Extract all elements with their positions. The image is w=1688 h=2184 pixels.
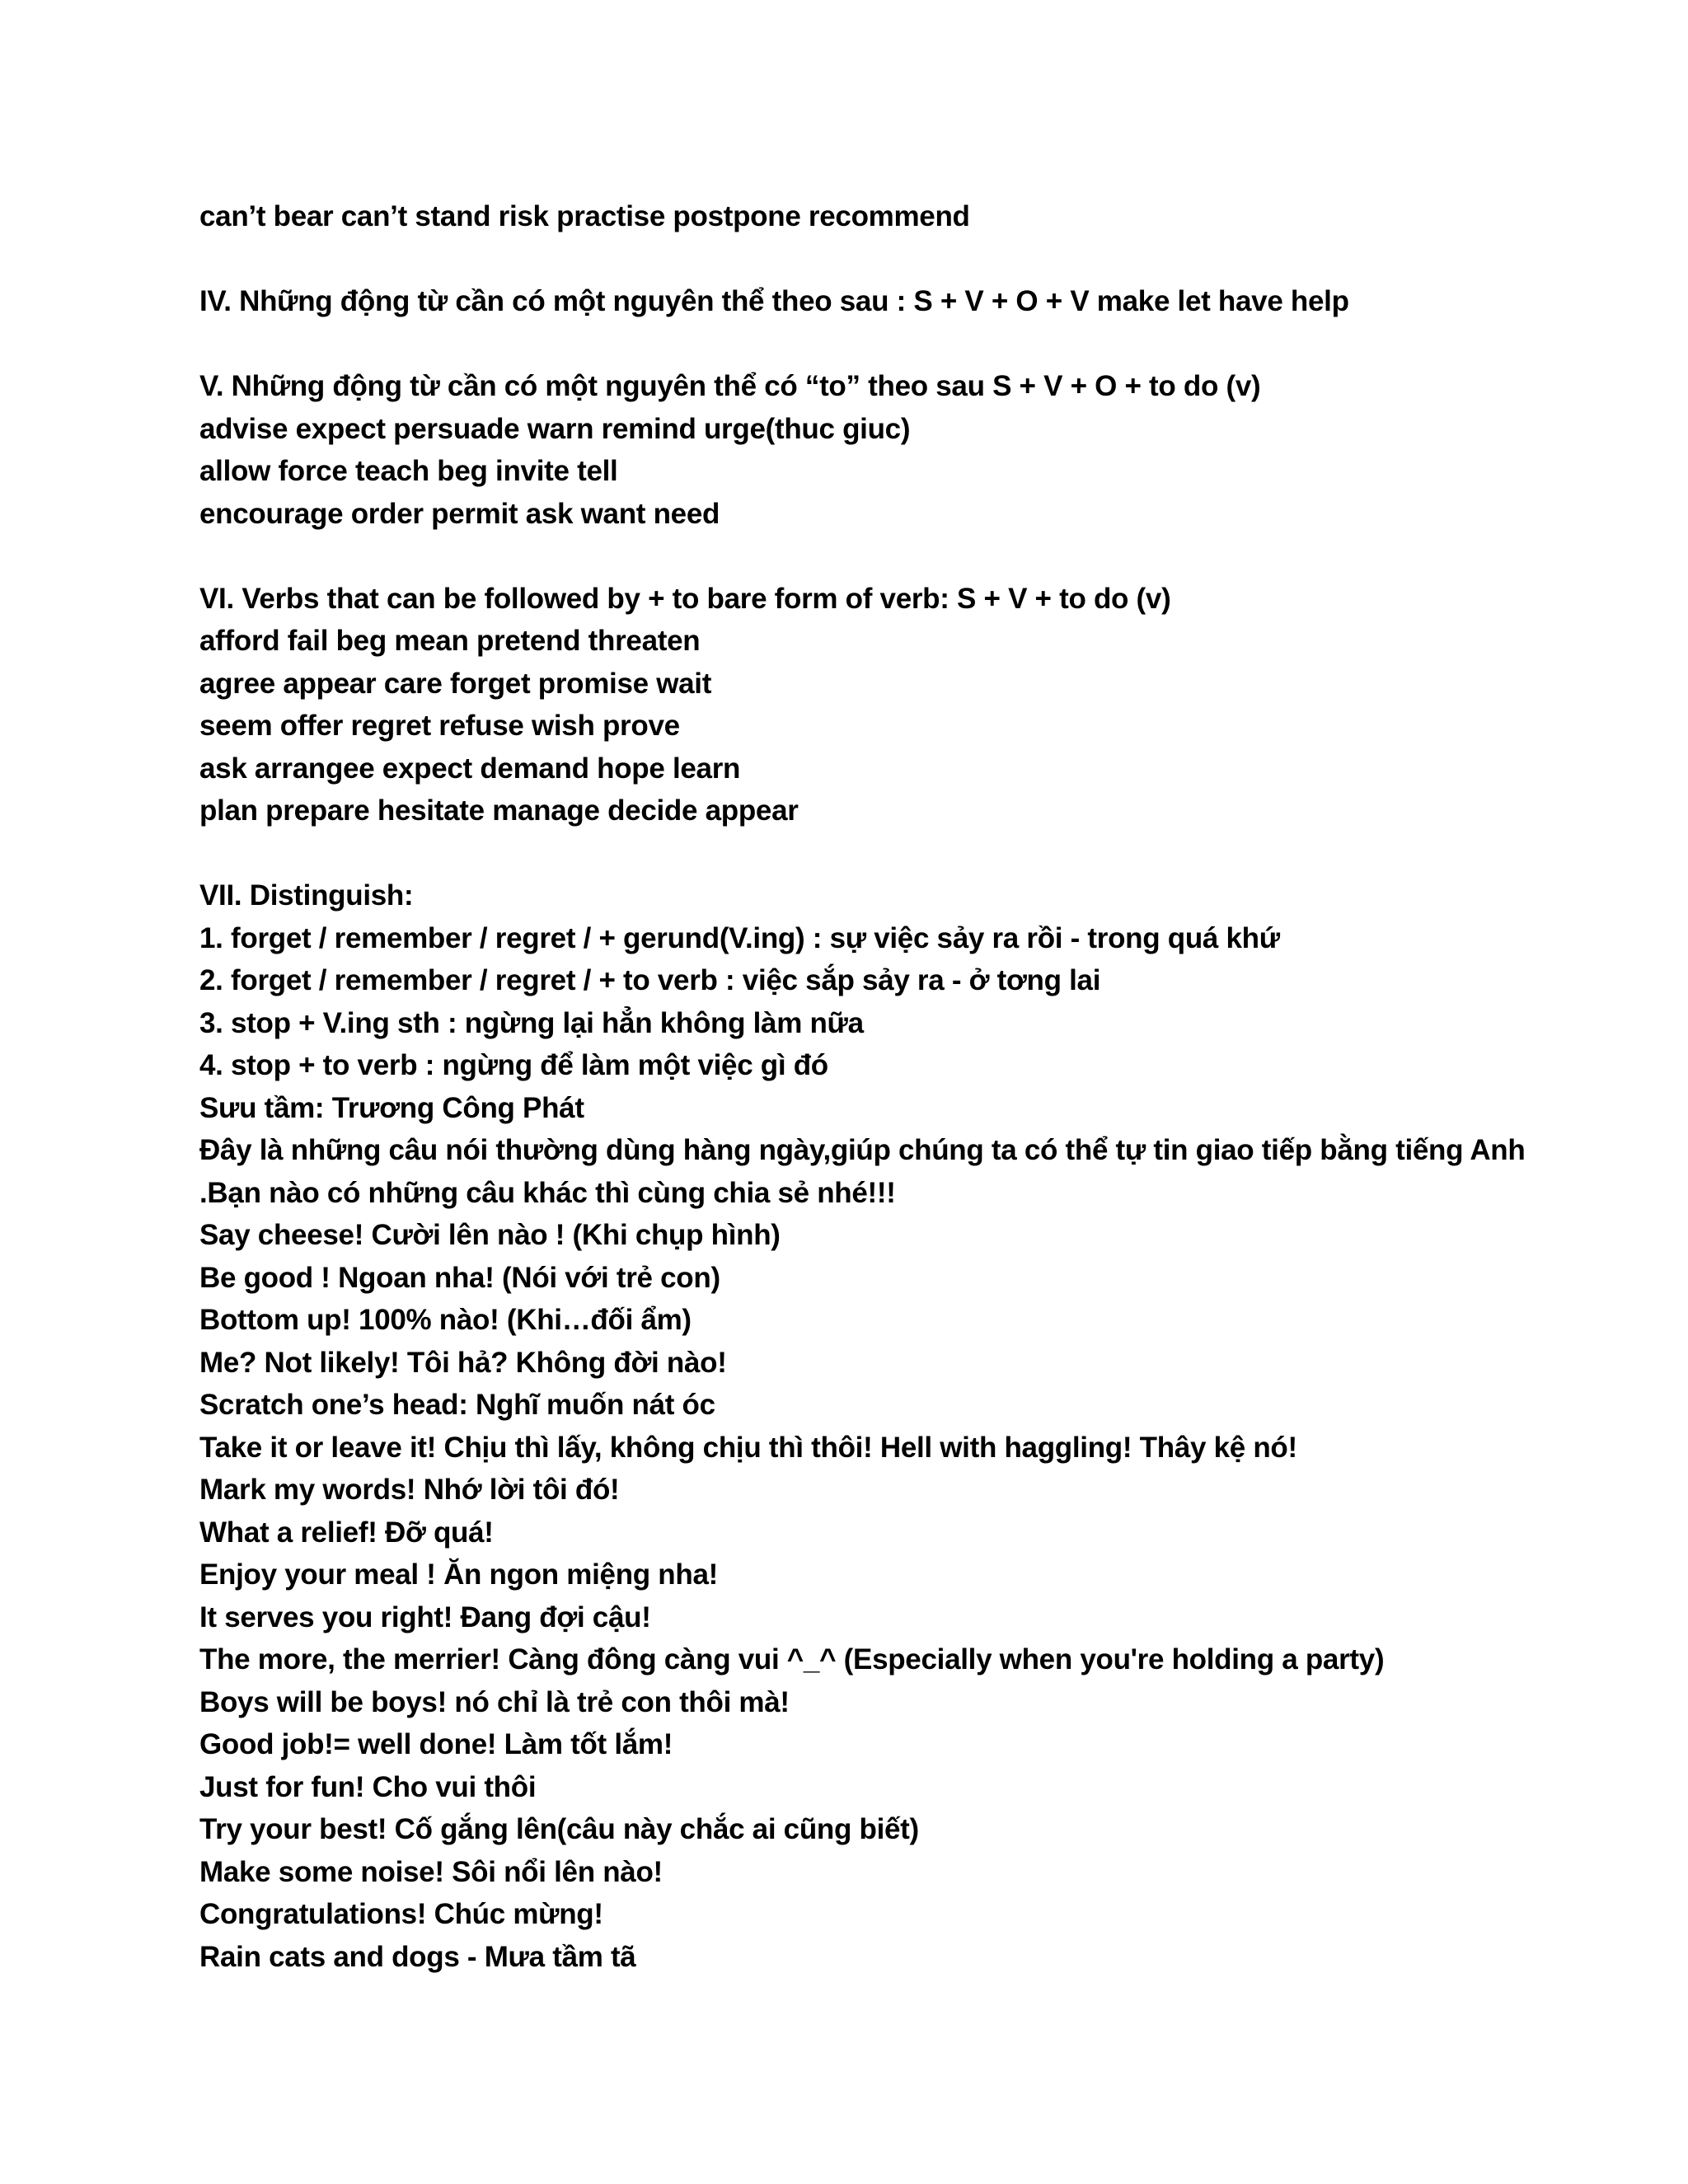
- document-body: [199, 195, 1667, 1978]
- phrase-line: Scratch one’s head: Nghĩ muốn nát óc: [199, 1389, 715, 1421]
- phrase-line: Try your best! Cố gắng lên(câu này chắc ai cũng biết): [199, 1813, 919, 1845]
- phrase-line: Bottom up! 100% nào! (Khi…đối ẩm): [199, 1304, 692, 1336]
- section-vii-heading: VII. Distinguish:: [199, 879, 414, 912]
- verb-list-line: encourage order permit ask want need: [199, 497, 720, 530]
- phrase-line: Say cheese! Cười lên nào ! (Khi chụp hình): [199, 1219, 781, 1251]
- verb-list-line: advise expect persuade warn remind urge(thuc giuc): [199, 412, 911, 445]
- verb-list-line: plan prepare hesitate manage decide appear: [199, 794, 799, 827]
- phrase-line: Rain cats and dogs - Mưa tầm tã: [199, 1940, 636, 1973]
- blank-line: [199, 535, 1667, 578]
- phrase-line: Mark my words! Nhớ lời tôi đó!: [199, 1474, 620, 1506]
- phrase-line: Make some noise! Sôi nổi lên nào!: [199, 1855, 663, 1888]
- section-v-heading: V. Những động từ cần có một nguyên thể có “to” theo sau S + V + O + to do (v): [199, 370, 1261, 402]
- phrase-line: Me? Not likely! Tôi hả? Không đời nào!: [199, 1346, 727, 1379]
- phrase-line: Congratulations! Chúc mừng!: [199, 1898, 603, 1930]
- distinguish-item: 2. forget / remember / regret / + to verb : việc sắp sảy ra - ở tơng lai: [199, 964, 1101, 996]
- verb-list-line: afford fail beg mean pretend threaten: [199, 625, 701, 657]
- distinguish-item: 3. stop + V.ing sth : ngừng lại hẳn không làm nữa: [199, 1006, 864, 1039]
- phrase-line: Be good ! Ngoan nha! (Nói với trẻ con): [199, 1261, 720, 1294]
- distinguish-item: 1. forget / remember / regret / + gerund(V.ing) : sự việc sảy ra rồi - trong quá khứ: [199, 921, 1280, 954]
- blank-line: [199, 832, 1667, 875]
- section-iv-heading: IV. Những động từ cần có một nguyên thể theo sau : S + V + O + V make let have help: [199, 285, 1349, 317]
- phrase-line: What a relief! Đỡ quá!: [199, 1516, 494, 1549]
- verb-list-line: ask arrangee expect demand hope learn: [199, 752, 741, 785]
- phrase-line: Enjoy your meal ! Ăn ngon miệng nha!: [199, 1558, 718, 1591]
- credit-line: Sưu tầm: Trương Công Phát: [199, 1091, 584, 1124]
- phrase-line: Good job!= well done! Làm tốt lắm!: [199, 1728, 673, 1760]
- phrase-line: It serves you right! Đang đợi cậu!: [199, 1601, 651, 1633]
- verb-list-line: can’t bear can’t stand risk practise postpone recommend: [199, 200, 970, 232]
- distinguish-item: 4. stop + to verb : ngừng để làm một việc gì đó: [199, 1049, 828, 1081]
- intro-line: .Bạn nào có những câu khác thì cùng chia sẻ nhé!!!: [199, 1176, 896, 1209]
- blank-line: [199, 238, 1667, 281]
- phrase-line: Boys will be boys! nó chỉ là trẻ con thôi mà!: [199, 1685, 790, 1718]
- verb-list-line: seem offer regret refuse wish prove: [199, 710, 680, 742]
- blank-line: [199, 323, 1667, 366]
- phrase-line: Take it or leave it! Chịu thì lấy, không chịu thì thôi! Hell with haggling! Thây kệ nó!: [199, 1431, 1297, 1464]
- phrase-line: The more, the merrier! Càng đông càng vui ^_^ (Especially when you're holding a party): [199, 1643, 1385, 1675]
- verb-list-line: allow force teach beg invite tell: [199, 455, 618, 487]
- verb-list-line: agree appear care forget promise wait: [199, 667, 712, 700]
- phrase-line: Just for fun! Cho vui thôi: [199, 1770, 537, 1803]
- section-vi-heading: VI. Verbs that can be followed by + to bare form of verb: S + V + to do (v): [199, 582, 1171, 615]
- intro-line: Đây là những câu nói thường dùng hàng ngày,giúp chúng ta có thể tự tin giao tiếp bằng tiếng Anh: [199, 1134, 1526, 1166]
